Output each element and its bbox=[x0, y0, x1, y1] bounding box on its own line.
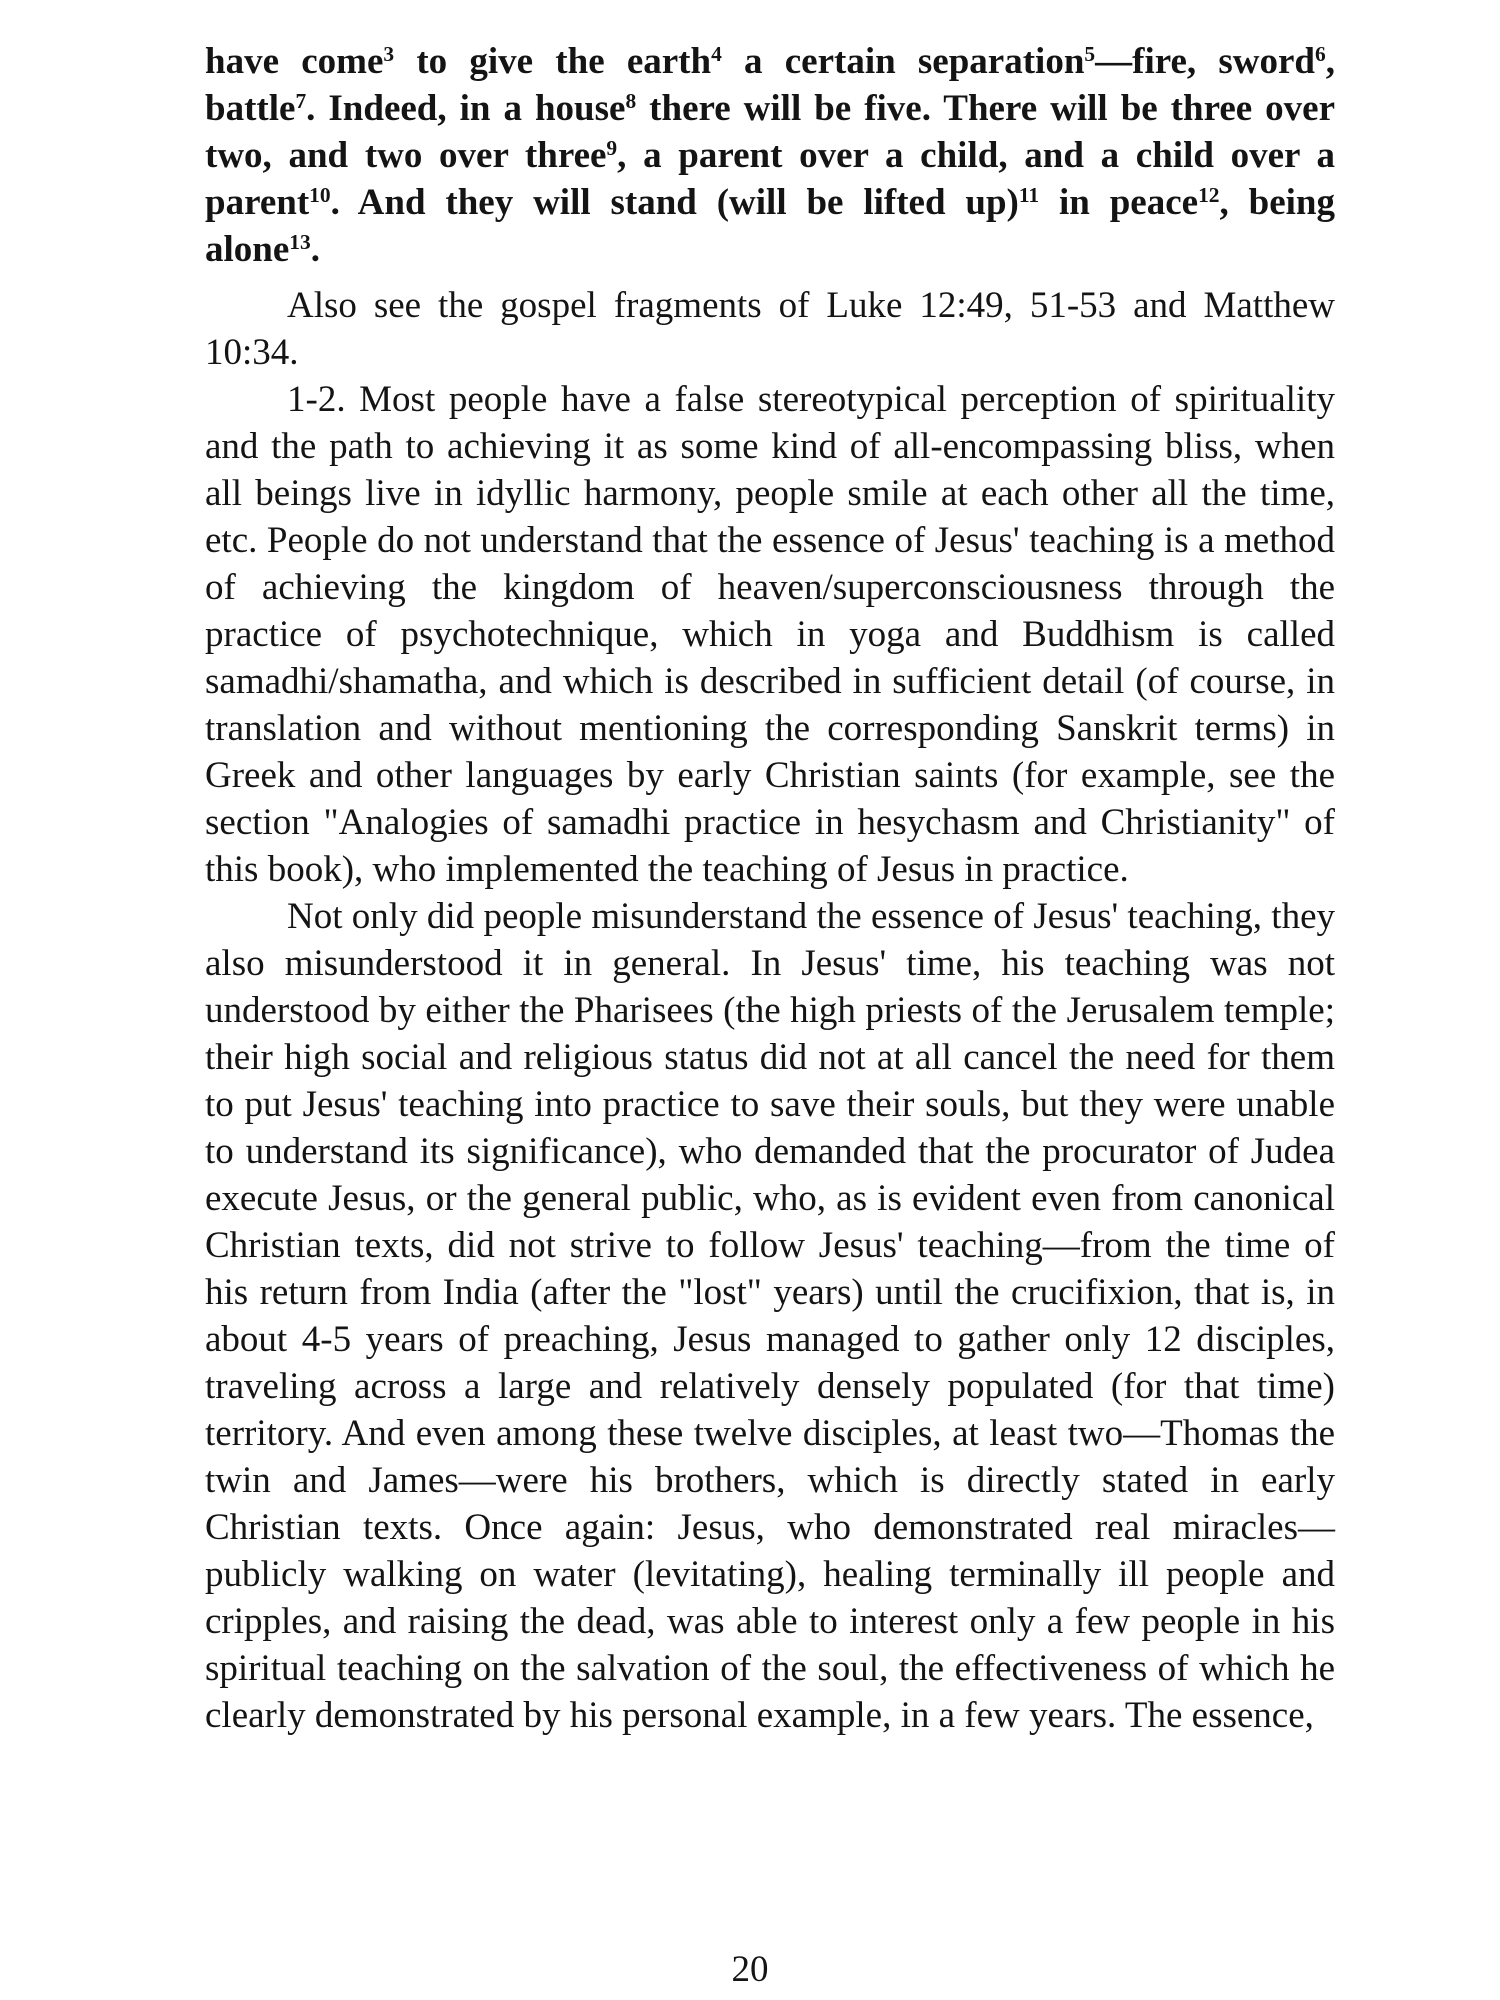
verse-quote bbox=[205, 38, 1335, 273]
paragraph-misunderstanding: Not only did people misunderstand the essence of Jesus' teaching, they also misunderstood it in general. In Jesus' time, his teaching was not understood by either the Pharisees (the high priests of the Jerusalem temple; their high social and religious status did not at all cancel the need for them to put Jesus' teaching into practice to save their souls, but they were unable to understand its significance), who demanded that the procurator of Judea execute Jesus, or the general public, who, as is evident even from canonical Christian texts, did not strive to follow Jesus' teaching—from the time of his return from India (after the "lost" years) until the crucifixion, that is, in about 4-5 years of preaching, Jesus managed to gather only 12 disciples, traveling across a large and relatively densely populated (for that time) territory. And even among these twelve disciples, at least two—Thomas the twin and James—were his brothers, which is directly stated in early Christian texts. Once again: Jesus, who demonstrated real miracles—publicly walking on water (levitating), healing terminally ill people and cripples, and raising the dead, was able to interest only a few people in his spiritual teaching on the salvation of the soul, the effectiveness of which he clearly demonstrated by his personal example, in a few years. The essence, bbox=[205, 896, 1335, 1736]
footnote-marker: 13 bbox=[289, 229, 311, 254]
footnote-marker: 3 bbox=[383, 41, 395, 66]
paragraph-gospel-reference: Also see the gospel fragments of Luke 12:49, 51-53 and Matthew 10:34. bbox=[205, 285, 1335, 373]
verse-text-segment: . And they will stand (will be lifted up) bbox=[330, 182, 1019, 223]
verse-text-segment: there will be five. There will be three over two, and two over three bbox=[205, 88, 1336, 176]
footnote-marker: 9 bbox=[606, 135, 618, 160]
page-number: 20 bbox=[731, 1949, 769, 1990]
verse-text-segment: a certain separation bbox=[721, 41, 1085, 82]
footnote-marker: 5 bbox=[1084, 41, 1096, 66]
footnote-marker: 8 bbox=[625, 88, 637, 113]
verse-text-segment: to give the earth bbox=[394, 41, 712, 82]
footnote-marker: 10 bbox=[309, 182, 331, 207]
verse-text-segment: . bbox=[310, 229, 320, 270]
verse-text-segment: —fire, sword bbox=[1095, 41, 1316, 82]
footnote-marker: 11 bbox=[1018, 182, 1040, 207]
verse-text-segment: have come bbox=[205, 41, 384, 82]
footnote-marker: 7 bbox=[295, 88, 307, 113]
verse-text-segment: , being alone bbox=[205, 182, 1335, 270]
verse-text-segment: , a parent over a child, and a child over a parent bbox=[205, 135, 1335, 223]
footnote-marker: 6 bbox=[1315, 41, 1326, 66]
verse-text-segment: , battle bbox=[205, 41, 1335, 129]
verse-text-segment: in peace bbox=[1039, 182, 1199, 223]
page-body bbox=[205, 38, 1335, 1739]
verse-text-segment: . Indeed, in a house bbox=[306, 88, 626, 129]
footnote-marker: 12 bbox=[1198, 182, 1220, 207]
footnote-marker: 4 bbox=[711, 41, 722, 66]
paragraph-commentary-1-2: 1-2. Most people have a false stereotypical perception of spirituality and the path to achieving it as some kind of all-encompassing bliss, when all beings live in idyllic harmony, people smile at each other all the time, etc. People do not understand that the essence of Jesus' teaching is a method of achieving the kingdom of heaven/superconsciousness through the practice of psychotechnique, which in yoga and Buddhism is called samadhi/shamatha, and which is described in sufficient detail (of course, in translation and without mentioning the corresponding Sanskrit terms) in Greek and other languages by early Christian saints (for example, see the section "Analogies of samadhi practice in hesychasm and Christianity" of this book), who implemented the teaching of Jesus in practice. bbox=[205, 379, 1335, 890]
